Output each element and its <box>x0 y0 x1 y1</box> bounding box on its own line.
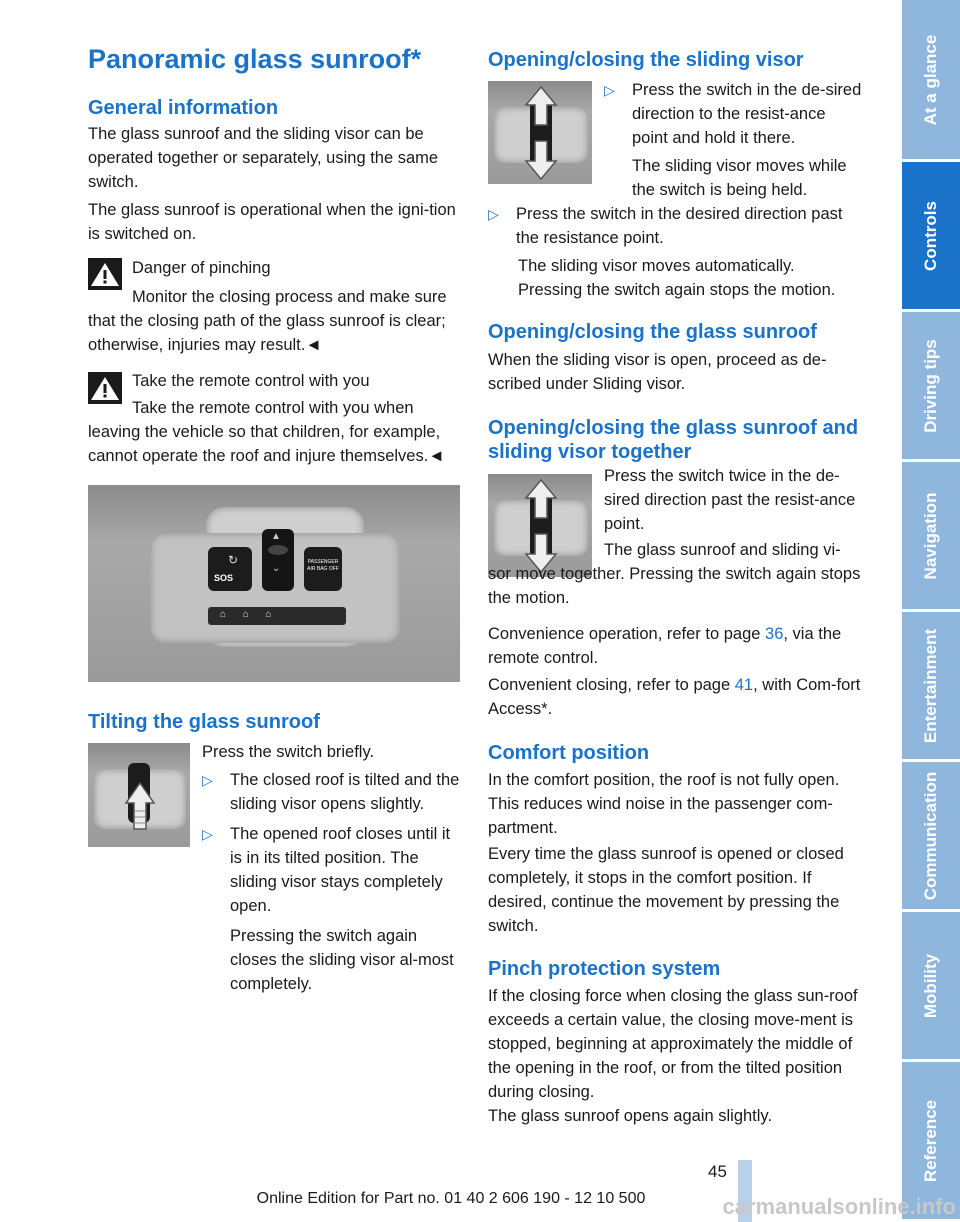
pinch-paragraph-2: The glass sunroof opens again slightly. <box>488 1107 773 1125</box>
double-arrow-icon <box>524 85 558 181</box>
overhead-console-photo: SOS ↻ PASSENGER AIR BAG OFF ▲ ⌄ ⌂ ⌂ ⌂ <box>88 485 460 682</box>
warning-2-text: Take the remote control with you when leaving the vehicle so that children, for example, cannot operate the roof and injure themselves.◄ <box>88 399 445 465</box>
page-link-41[interactable]: 41 <box>734 676 754 694</box>
footer-text: Online Edition for Part no. 01 40 2 606 190 - 12 10 500 <box>256 1190 646 1207</box>
page-link-36[interactable]: 36 <box>765 625 784 643</box>
tab-entertainment[interactable]: Entertainment <box>902 612 960 762</box>
convenience-operation-text: Convenience operation, refer to page 36, via the remote control. <box>488 625 842 667</box>
tab-controls[interactable]: Controls <box>902 162 960 312</box>
warning-1-title: Danger of pinching <box>132 259 271 277</box>
arrow-up-icon <box>124 781 156 831</box>
visor-bullet-2: ▷ Press the switch in the desired direction past the resistance point. <box>488 205 843 247</box>
comfort-paragraph-2: Every time the glass sunroof is opened or closed completely, it stops in the comfort position. If desired, continue the movement by pressing the switch. <box>488 845 844 935</box>
glass-sunroof-text: When the sliding visor is open, proceed as de-scribed under Sliding visor. <box>488 351 827 393</box>
comfort-position-heading: Comfort position <box>488 742 650 764</box>
pinch-protection-heading: Pinch protection system <box>488 958 721 980</box>
tab-driving-tips[interactable]: Driving tips <box>902 312 960 462</box>
switch-visor-image <box>488 81 592 184</box>
convenient-closing-text: Convenient closing, refer to page 41, with Com-fort Access*. <box>488 676 861 718</box>
warning-2-title: Take the remote control with you <box>132 372 370 390</box>
visor-bullet-1: ▷ Press the switch in the de-sired direction to the resist-ance point and hold it there. <box>604 81 862 147</box>
switch-tilt-image <box>88 743 190 847</box>
general-paragraph-1: The glass sunroof and the sliding visor can be operated together or separately, using the same switch. <box>88 125 439 191</box>
passenger-airbag-label: PASSENGER AIR BAG OFF <box>307 559 339 572</box>
sos-label: SOS <box>214 573 234 583</box>
visor-bullet-2-sub: The sliding visor moves automatically. Pressing the switch again stops the motion. <box>518 257 836 299</box>
together-paragraph-2: The glass sunroof and sliding vi-sor move together. Pressing the switch again stops the motion. <box>488 541 861 607</box>
pinch-paragraph-1: If the closing force when closing the glass sun-roof exceeds a certain value, the closing move-ment is stopped, beginning at approximately the middle of the opening in the roof, or from the tilted position during closing. <box>488 987 858 1101</box>
comfort-paragraph-1: In the comfort position, the roof is not fully open. This reduces wind noise in the passenger com-partment. <box>488 771 840 837</box>
tab-reference[interactable]: Reference <box>902 1062 960 1222</box>
visor-bullet-1-sub: The sliding visor moves while the switch is being held. <box>632 157 847 199</box>
general-information-heading: General information <box>88 97 279 119</box>
tilting-heading: Tilting the glass sunroof <box>88 711 320 733</box>
page-title: Panoramic glass sunroof* <box>88 44 422 74</box>
tab-communication[interactable]: Communication <box>902 762 960 912</box>
tilting-bullet-2: ▷ The opened roof closes until it is in its tilted position. The sliding visor stays completely open. <box>202 825 451 915</box>
tab-navigation[interactable]: Navigation <box>902 462 960 612</box>
watermark: carmanualsonline.info <box>722 1194 956 1219</box>
tilting-bullet-2-sub: Pressing the switch again closes the sliding visor al-most completely. <box>230 927 454 993</box>
tab-mobility[interactable]: Mobility <box>902 912 960 1062</box>
general-paragraph-2: The glass sunroof is operational when the igni-tion is switched on. <box>88 201 456 243</box>
tilting-intro: Press the switch briefly. <box>202 743 375 761</box>
together-paragraph-1: Press the switch twice in the de-sired direction past the resist-ance point. <box>604 467 856 533</box>
sliding-visor-heading: Opening/closing the sliding visor <box>488 49 804 71</box>
together-heading: Opening/closing the glass sunroof and sliding visor together <box>488 417 859 463</box>
general-information-section <box>88 96 460 246</box>
page-number: 45 <box>708 1162 727 1181</box>
tab-at-a-glance[interactable]: At a glance <box>902 0 960 162</box>
glass-sunroof-heading: Opening/closing the glass sunroof <box>488 321 817 343</box>
warning-1-text: Monitor the closing process and make sure that the closing path of the glass sunroof is clear; otherwise, injuries may result.◄ <box>88 288 447 354</box>
tilting-bullet-1: ▷ The closed roof is tilted and the sliding visor opens slightly. <box>202 771 460 813</box>
